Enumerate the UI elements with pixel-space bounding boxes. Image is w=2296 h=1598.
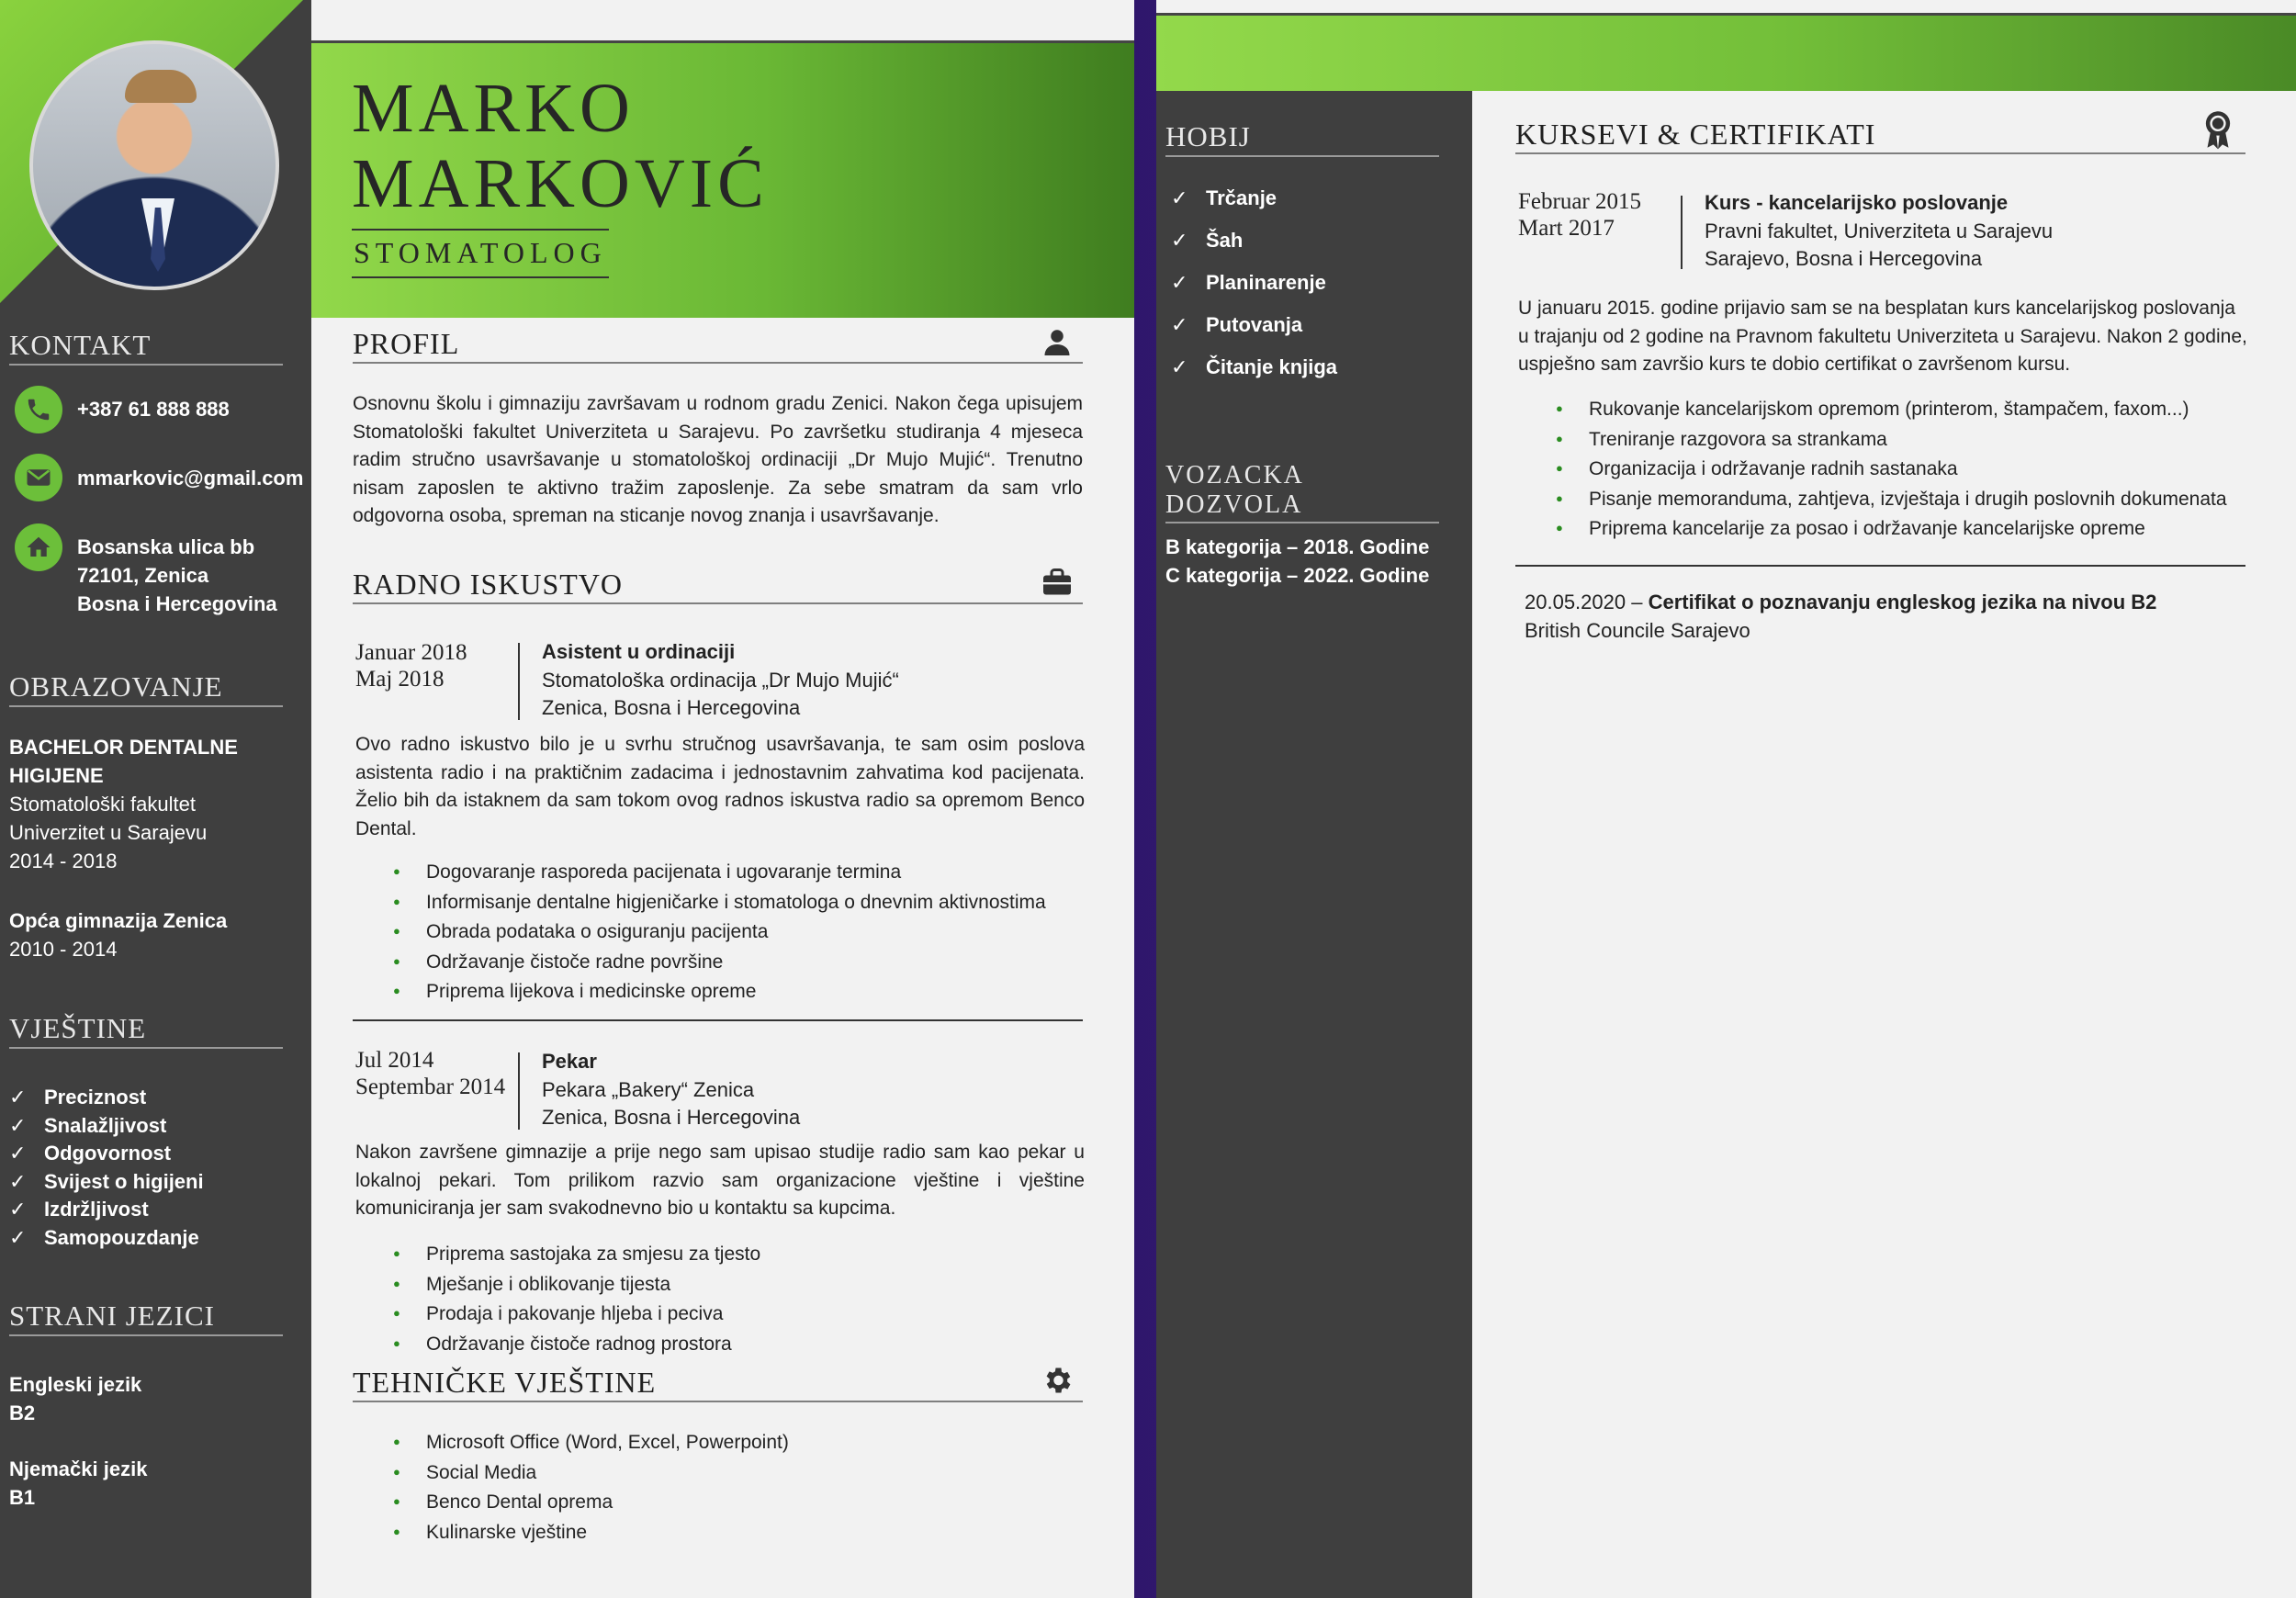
skills-heading: VJEŠTINE bbox=[9, 1012, 283, 1049]
language-item: Njemački jezik B1 bbox=[9, 1457, 148, 1509]
profile-heading: PROFIL bbox=[353, 327, 1083, 364]
profile-photo bbox=[29, 40, 279, 290]
skill-item: ✓ Odgovornost bbox=[9, 1140, 204, 1168]
list-item: ● Organizacija i održavanje radnih sastanaka bbox=[1552, 454, 2227, 484]
skill-item: ✓ Svijest o higijeni bbox=[9, 1168, 204, 1197]
course-description: U januaru 2015. godine prijavio sam se na besplatan kurs kancelarijskog poslovanja u trajanju od 2 godine na Pravnom fakultetu Univerziteta u Sarajevu. Nakon 2 godine, uspješno sam završio kurs te dobio certifikat o završenom kursu. bbox=[1518, 298, 2247, 375]
list-item: ● Održavanje čistoče radnog prostora bbox=[389, 1329, 760, 1359]
license-list bbox=[1165, 533, 1429, 590]
profile-text: Osnovnu školu i gimnaziju završavam u rodnom gradu Zenici. Nakon čega upisujem Stomatološki fakultet Univerziteta u Sarajevu. Po završetku studiranja 4 mjeseca radim stručno usavršavanje u stomatološkoj ordinaciji „Dr Mujo Mujić“. Trenutno nisam zaposlen te aktivno tražim zaposlenje. Za sebe smatram da sam vrlo odgovorna osoba, spreman na sticanje novog znanja i usavršavanje. bbox=[353, 393, 1083, 526]
list-item: ● Prodaja i pakovanje hljeba i peciva bbox=[389, 1299, 760, 1329]
job-dates: Januar 2018 Maj 2018 bbox=[355, 640, 467, 692]
list-item: ● Informisanje dentalne higjeničarke i stomatologa o dnevnim aktivnostima bbox=[389, 887, 1046, 917]
divider bbox=[353, 1019, 1083, 1021]
hobbies-list bbox=[1171, 177, 1337, 388]
skill-item: ✓ Izdržljivost bbox=[9, 1196, 204, 1224]
job-title: STOMATOLOG bbox=[354, 236, 607, 269]
list-item: ● Mješanje i oblikovanje tijesta bbox=[389, 1269, 760, 1300]
list-item: ● Microsoft Office (Word, Excel, Powerpoint) bbox=[389, 1427, 789, 1457]
course-info: Kurs - kancelarijsko poslovanje Pravni fakultet, Univerziteta u Sarajevu Sarajevo, Bosna i Hercegovina bbox=[1705, 191, 2054, 270]
contact-phone[interactable]: +387 61 888 888 bbox=[77, 398, 230, 421]
course-topics-list bbox=[1552, 394, 2227, 544]
hobby-item: ✓ Trčanje bbox=[1171, 177, 1337, 219]
course-dates: Februar 2015 Mart 2017 bbox=[1518, 189, 1641, 241]
list-item: ● Priprema sastojaka za smjesu za tjesto bbox=[389, 1239, 760, 1269]
technical-skills-heading: TEHNIČKE VJEŠTINE bbox=[353, 1366, 1083, 1402]
hobby-item: ✓ Putovanja bbox=[1171, 304, 1337, 346]
sidebar bbox=[0, 0, 311, 1598]
hobby-item: ✓ Čitanje knjiga bbox=[1171, 346, 1337, 388]
full-name: MARKO MARKOVIĆ bbox=[352, 70, 769, 222]
education-entry: Opća gimnazija Zenica 2010 - 2014 bbox=[9, 909, 228, 961]
email-icon bbox=[15, 454, 62, 501]
contact-address: Bosanska ulica bb 72101, Zenica Bosna i Hercegovina bbox=[77, 535, 277, 615]
skill-item: ✓ Samopouzdanje bbox=[9, 1224, 204, 1253]
list-item: ● Treniranje razgovora sa strankama bbox=[1552, 424, 2227, 455]
job-info: Asistent u ordinaciji Stomatološka ordinacija „Dr Mujo Mujić“ Zenica, Bosna i Hercegovina bbox=[542, 640, 899, 719]
certificate-info: 20.05.2020 – Certifikat o poznavanju engleskog jezika na nivou B2 British Councile Sarajevo bbox=[1525, 591, 2157, 642]
experience-heading: RADNO ISKUSTVO bbox=[353, 568, 1083, 604]
top-banner bbox=[1156, 13, 2296, 91]
award-icon bbox=[2200, 108, 2236, 151]
user-icon bbox=[1041, 325, 1074, 358]
list-item: ● Održavanje čistoče radne površine bbox=[389, 947, 1046, 977]
gear-icon bbox=[1041, 1364, 1074, 1397]
hobby-item: ✓ Šah bbox=[1171, 219, 1337, 262]
job-description: Nakon završene gimnazije a prije nego sam upisao studije radio sam kao pekar u lokalnoj pekari. Tom prilikom razvio sam organizacione vještine i vještine komuniciranja jer sam svakodnevno bio u kontaktu sa kupcima. bbox=[355, 1142, 1085, 1219]
resume-page-1 bbox=[0, 0, 1134, 1598]
skill-item: ✓ Snalažljivost bbox=[9, 1112, 204, 1141]
job-dates: Jul 2014 Septembar 2014 bbox=[355, 1048, 506, 1099]
license-item: B kategorija – 2018. Godine bbox=[1165, 535, 1430, 558]
home-icon bbox=[15, 523, 62, 571]
job-task-list bbox=[389, 1239, 760, 1358]
list-item: ● Priprema kancelarije za posao i održavanje kancelarijske opreme bbox=[1552, 513, 2227, 544]
skills-list bbox=[9, 1084, 204, 1252]
education-entry: BACHELOR DENTALNE HIGIJENE Stomatološki fakultet Univerzitet u Sarajevu 2014 - 2018 bbox=[9, 736, 238, 872]
technical-skills-list bbox=[389, 1427, 789, 1547]
education-heading: OBRAZOVANJE bbox=[9, 670, 283, 707]
list-item: ● Benco Dental oprema bbox=[389, 1487, 789, 1517]
sidebar bbox=[1156, 91, 1472, 1598]
license-heading: VOZACKA DOZVOLA bbox=[1165, 461, 1439, 523]
divider bbox=[1515, 565, 2245, 567]
contact-heading: KONTAKT bbox=[9, 329, 283, 366]
list-item: ● Priprema lijekova i medicinske opreme bbox=[389, 976, 1046, 1007]
briefcase-icon bbox=[1041, 566, 1074, 599]
contact-email[interactable]: mmarkovic@gmail.com bbox=[77, 467, 304, 490]
job-description: Ovo radno iskustvo bilo je u svrhu stručnog usavršavanja, te sam osim poslova asistenta radio i na praktičnim zadacima i jednostavnim zahvatima kod pacijenata. Želio bih da istaknem da sam tokom ovog radnos iskustva radio sa opremom Benco Dental. bbox=[355, 734, 1085, 839]
language-item: Engleski jezik B2 bbox=[9, 1373, 142, 1424]
languages-heading: STRANI JEZICI bbox=[9, 1300, 283, 1336]
job-task-list bbox=[389, 857, 1046, 1007]
list-item: ● Social Media bbox=[389, 1457, 789, 1488]
list-item: ● Kulinarske vještine bbox=[389, 1517, 789, 1547]
name-banner bbox=[311, 40, 1134, 318]
list-item: ● Dogovaranje rasporeda pacijenata i ugovaranje termina bbox=[389, 857, 1046, 887]
hobbies-heading: HOBIJ bbox=[1165, 120, 1439, 157]
resume-page-2 bbox=[1156, 0, 2296, 1598]
job-info: Pekar Pekara „Bakery“ Zenica Zenica, Bosna i Hercegovina bbox=[542, 1050, 801, 1129]
hobby-item: ✓ Planinarenje bbox=[1171, 262, 1337, 304]
list-item: ● Pisanje memoranduma, zahtjeva, izvještaja i drugih poslovnih dokumenata bbox=[1552, 484, 2227, 514]
list-item: ● Rukovanje kancelarijskom opremom (printerom, štampačem, faxom...) bbox=[1552, 394, 2227, 424]
license-item: C kategorija – 2022. Godine bbox=[1165, 564, 1430, 587]
phone-icon bbox=[15, 386, 62, 433]
skill-item: ✓ Preciznost bbox=[9, 1084, 204, 1112]
list-item: ● Obrada podataka o osiguranju pacijenta bbox=[389, 917, 1046, 947]
courses-heading: KURSEVI & CERTIFIKATI bbox=[1515, 118, 2245, 154]
